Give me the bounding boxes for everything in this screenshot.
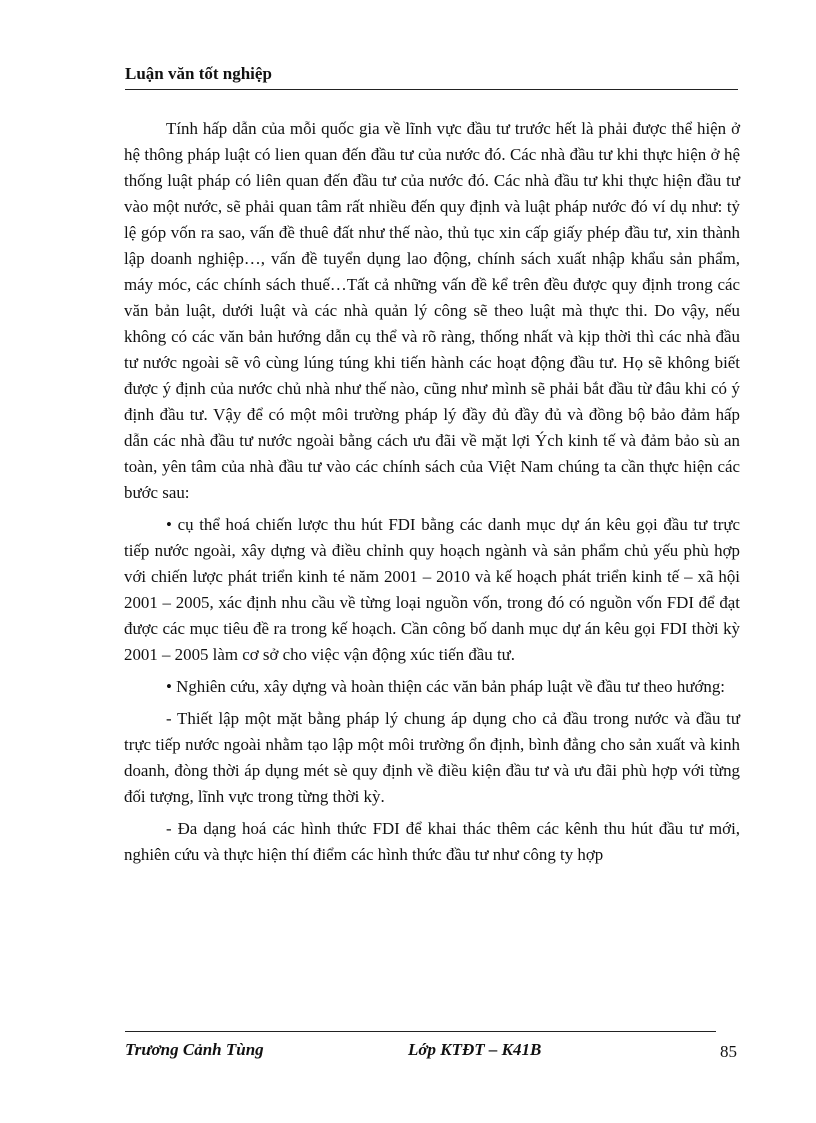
paragraph-dash-legal-framework: - Thiết lập một mặt bằng pháp lý chung áp dụng cho cả đầu trong nước và đầu tư trực tiếp nước ngoài nhằm tạo lập một môi trường ổn định, bình đẳng cho sản xuất và kinh doanh, đòng thời áp dụng mét sè quy định về điều kiện đầu tư và ưu đãi phù hợp với từng đối tượng, lĩnh vực trong từng thời kỳ.	[124, 709, 740, 806]
footer-class: Lớp KTĐT – K41B	[408, 1040, 542, 1059]
paragraph-bullet-legal-research: • Nghiên cứu, xây dựng và hoàn thiện các văn bản pháp luật về đầu tư theo hướng:	[166, 677, 725, 696]
footer-author: Trương Cảnh Tùng	[125, 1040, 264, 1059]
document-body	[124, 116, 740, 868]
page-header-title: Luận văn tốt nghiệp	[125, 64, 272, 83]
header-divider	[125, 89, 738, 90]
page-number: 85	[720, 1042, 737, 1061]
paragraph-intro: Tính hấp dẫn của mỗi quốc gia về lĩnh vực đầu tư trước hết là phải được thể hiện ở hệ thông pháp luật có lien quan đến đầu tư của nước đó. Các nhà đầu tư khi thực hiện ở hệ thống luật pháp có liên quan đến đầu tư của nước đó. Các nhà đầu tư khi thực hiện đầu tư vào một nước, sẽ phải quan tâm rất nhiều đến quy định và luật pháp nước đó ví dụ như: tỷ lệ góp vốn ra sao, vấn đề thuê đất như thế nào, thủ tục xin cấp giấy phép đầu tư, xin thành lập doanh nghiệp…, vấn đề tuyển dụng lao động, chính sách xuất nhập khẩu sản phẩm, máy móc, các chính sách thuế…Tất cả những vấn đề kể trên đều được quy định trong các văn bản luật, dưới luật và các nhà quản lý công sẽ theo luật mà thực thi. Do vậy, nếu không có các văn bản hướng dẫn cụ thể và rõ ràng, thống nhất và kịp thời thì các nhà đầu tư nước ngoài sẽ vô cùng lúng túng khi tiến hành các hoạt động đầu tư. Họ sẽ không biết được ý định của nước chủ nhà như thế nào, cũng như mình sẽ phải bắt đầu từ đâu khi có ý định đầu tư. Vậy để có một môi trường pháp lý đầy đủ đầy đủ và đồng bộ bảo đảm hấp dẫn các nhà đầu tư nước ngoài bằng cách ưu đãi về mặt lợi Ých kinh tế và đảm bảo sù an toàn, yên tâm của nhà đầu tư vào các chính sách của Việt Nam chúng ta cần thực hiện các bước sau:	[124, 119, 740, 502]
paragraph-dash-diversify-fdi: - Đa dạng hoá các hình thức FDI để khai thác thêm các kênh thu hút đầu tư mới, nghiên cứu và thực hiện thí điểm các hình thức đầu tư như công ty hợp	[124, 819, 740, 864]
paragraph-bullet-fdi-strategy: • cụ thể hoá chiến lược thu hút FDI bằng các danh mục dự án kêu gọi đầu tư trực tiếp nước ngoài, xây dựng và điều chỉnh quy hoạch ngành và sản phẩm chủ yếu phù hợp với chiến lược phát triển kinh té năm 2001 – 2010 và kế hoạch phát triển kinh tế – xã hội 2001 – 2005, xác định nhu cầu về từng loại nguồn vốn, trong đó có nguồn vốn FDI để đạt được các mục tiêu đề ra trong kế hoạch. Cần công bố danh mục dự án kêu gọi FDI thời kỳ 2001 – 2005 làm cơ sở cho việc vận động xúc tiến đầu tư.	[124, 515, 740, 664]
footer-divider	[125, 1031, 716, 1032]
